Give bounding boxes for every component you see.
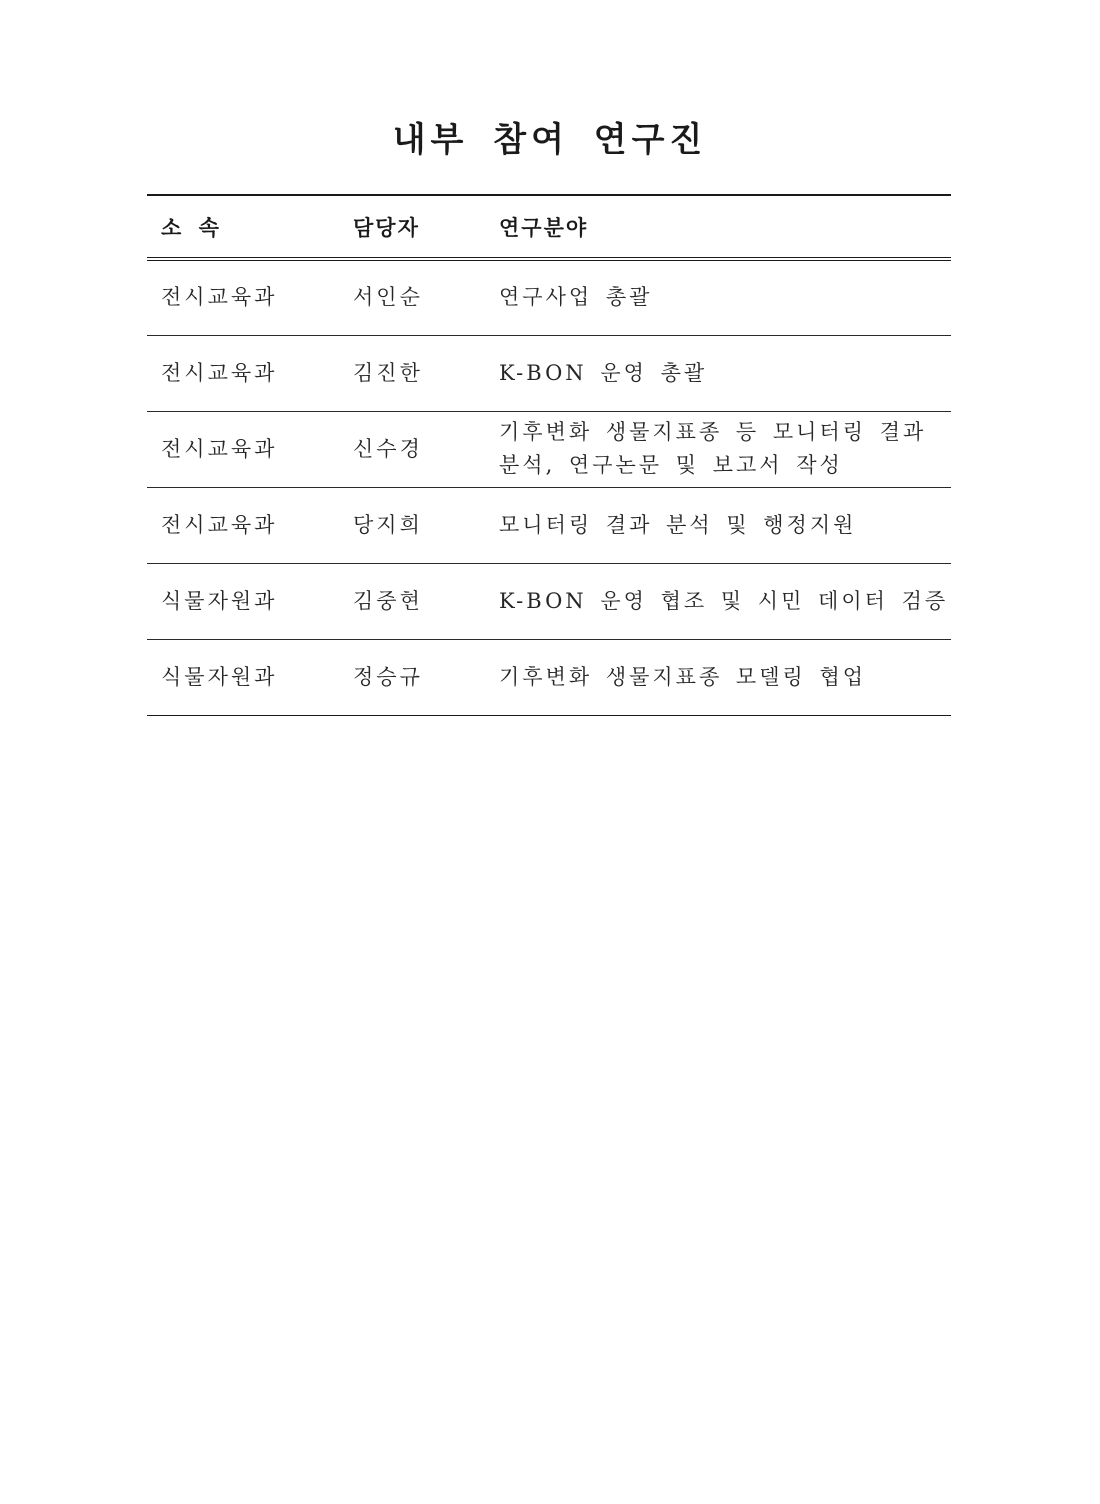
cell-affiliation: 식물자원과 — [147, 639, 337, 715]
header-field: 연구분야 — [483, 195, 951, 259]
field-line: K-BON 운영 협조 및 시민 데이터 검증 — [499, 588, 949, 613]
cell-field — [483, 411, 951, 487]
cell-person: 신수경 — [337, 411, 483, 487]
field-line: K-BON 운영 총괄 — [499, 360, 708, 385]
cell-person: 김진한 — [337, 335, 483, 411]
cell-affiliation: 전시교육과 — [147, 487, 337, 563]
cell-field — [483, 487, 951, 563]
header-affiliation: 소 속 — [147, 195, 337, 259]
header-row — [147, 195, 951, 259]
table-row — [147, 563, 951, 639]
table-row — [147, 639, 951, 715]
table-row — [147, 411, 951, 487]
field-line: 연구사업 총괄 — [499, 285, 653, 310]
cell-person: 서인순 — [337, 259, 483, 335]
table-row — [147, 335, 951, 411]
cell-affiliation: 식물자원과 — [147, 563, 337, 639]
table-body — [147, 259, 951, 715]
cell-affiliation: 전시교육과 — [147, 411, 337, 487]
table-row — [147, 259, 951, 335]
cell-affiliation: 전시교육과 — [147, 335, 337, 411]
cell-field — [483, 259, 951, 335]
field-line: 분석, 연구논문 및 보고서 작성 — [499, 453, 843, 477]
cell-person: 정승규 — [337, 639, 483, 715]
table-row — [147, 487, 951, 563]
field-line: 기후변화 생물지표종 등 모니터링 결과 — [499, 420, 927, 444]
field-line: 기후변화 생물지표종 모델링 협업 — [499, 664, 867, 689]
cell-person: 김중현 — [337, 563, 483, 639]
page-title: 내부 참여 연구진 — [392, 120, 708, 160]
cell-person: 당지희 — [337, 487, 483, 563]
field-line: 모니터링 결과 분석 및 행정지원 — [499, 512, 857, 537]
research-staff-table — [147, 194, 951, 716]
cell-field — [483, 563, 951, 639]
cell-field — [483, 639, 951, 715]
cell-affiliation: 전시교육과 — [147, 259, 337, 335]
header-person: 담당자 — [337, 195, 483, 259]
cell-field — [483, 335, 951, 411]
table-header — [147, 195, 951, 259]
